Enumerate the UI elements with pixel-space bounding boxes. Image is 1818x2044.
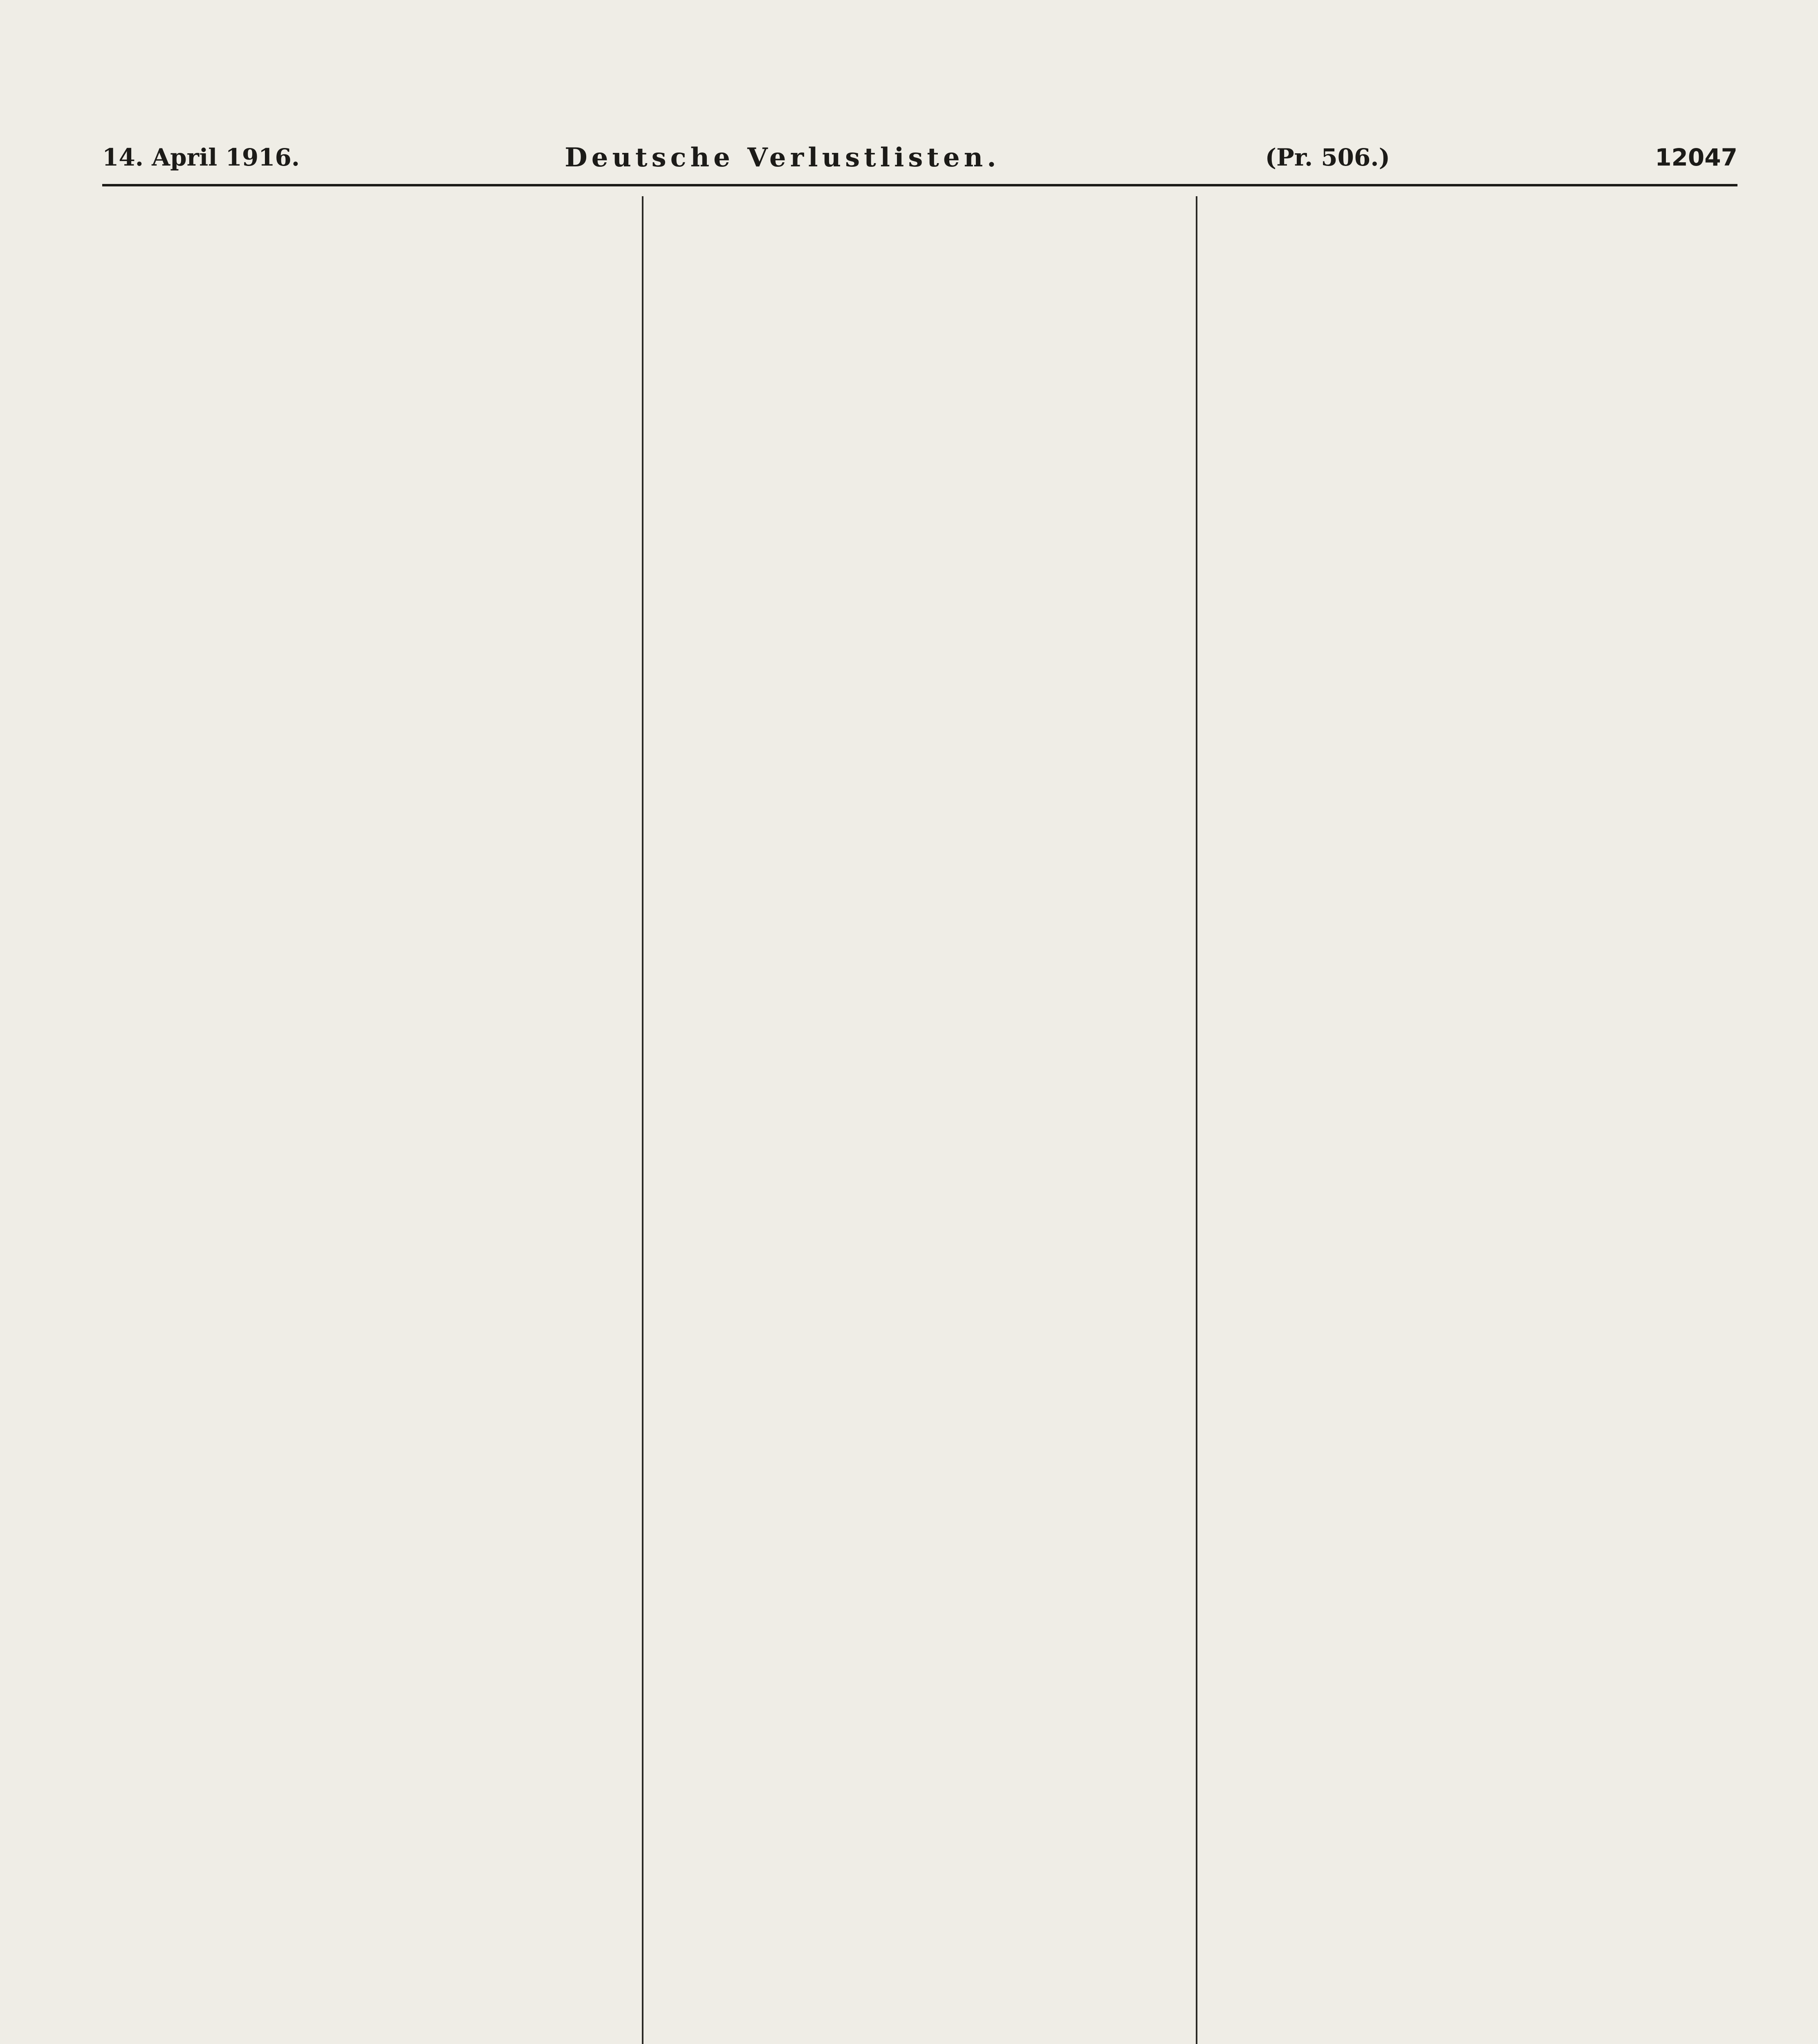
- header-rule: [102, 184, 1737, 186]
- column-right: [1210, 196, 1737, 2044]
- casualty-list-columns: [102, 196, 1737, 2044]
- issue-date: 14. April 1916.: [102, 143, 300, 171]
- newspaper-page: [102, 135, 1737, 2044]
- page-number: 12047: [1655, 143, 1737, 171]
- column-left: [102, 196, 630, 2044]
- column-divider: [642, 196, 643, 2044]
- issue-number: (Pr. 506.): [1265, 143, 1390, 171]
- page-header: [102, 135, 1737, 180]
- column-middle: [656, 196, 1184, 2044]
- column-divider: [1196, 196, 1197, 2044]
- publication-title: Deutsche Verlustlisten.: [565, 142, 1000, 173]
